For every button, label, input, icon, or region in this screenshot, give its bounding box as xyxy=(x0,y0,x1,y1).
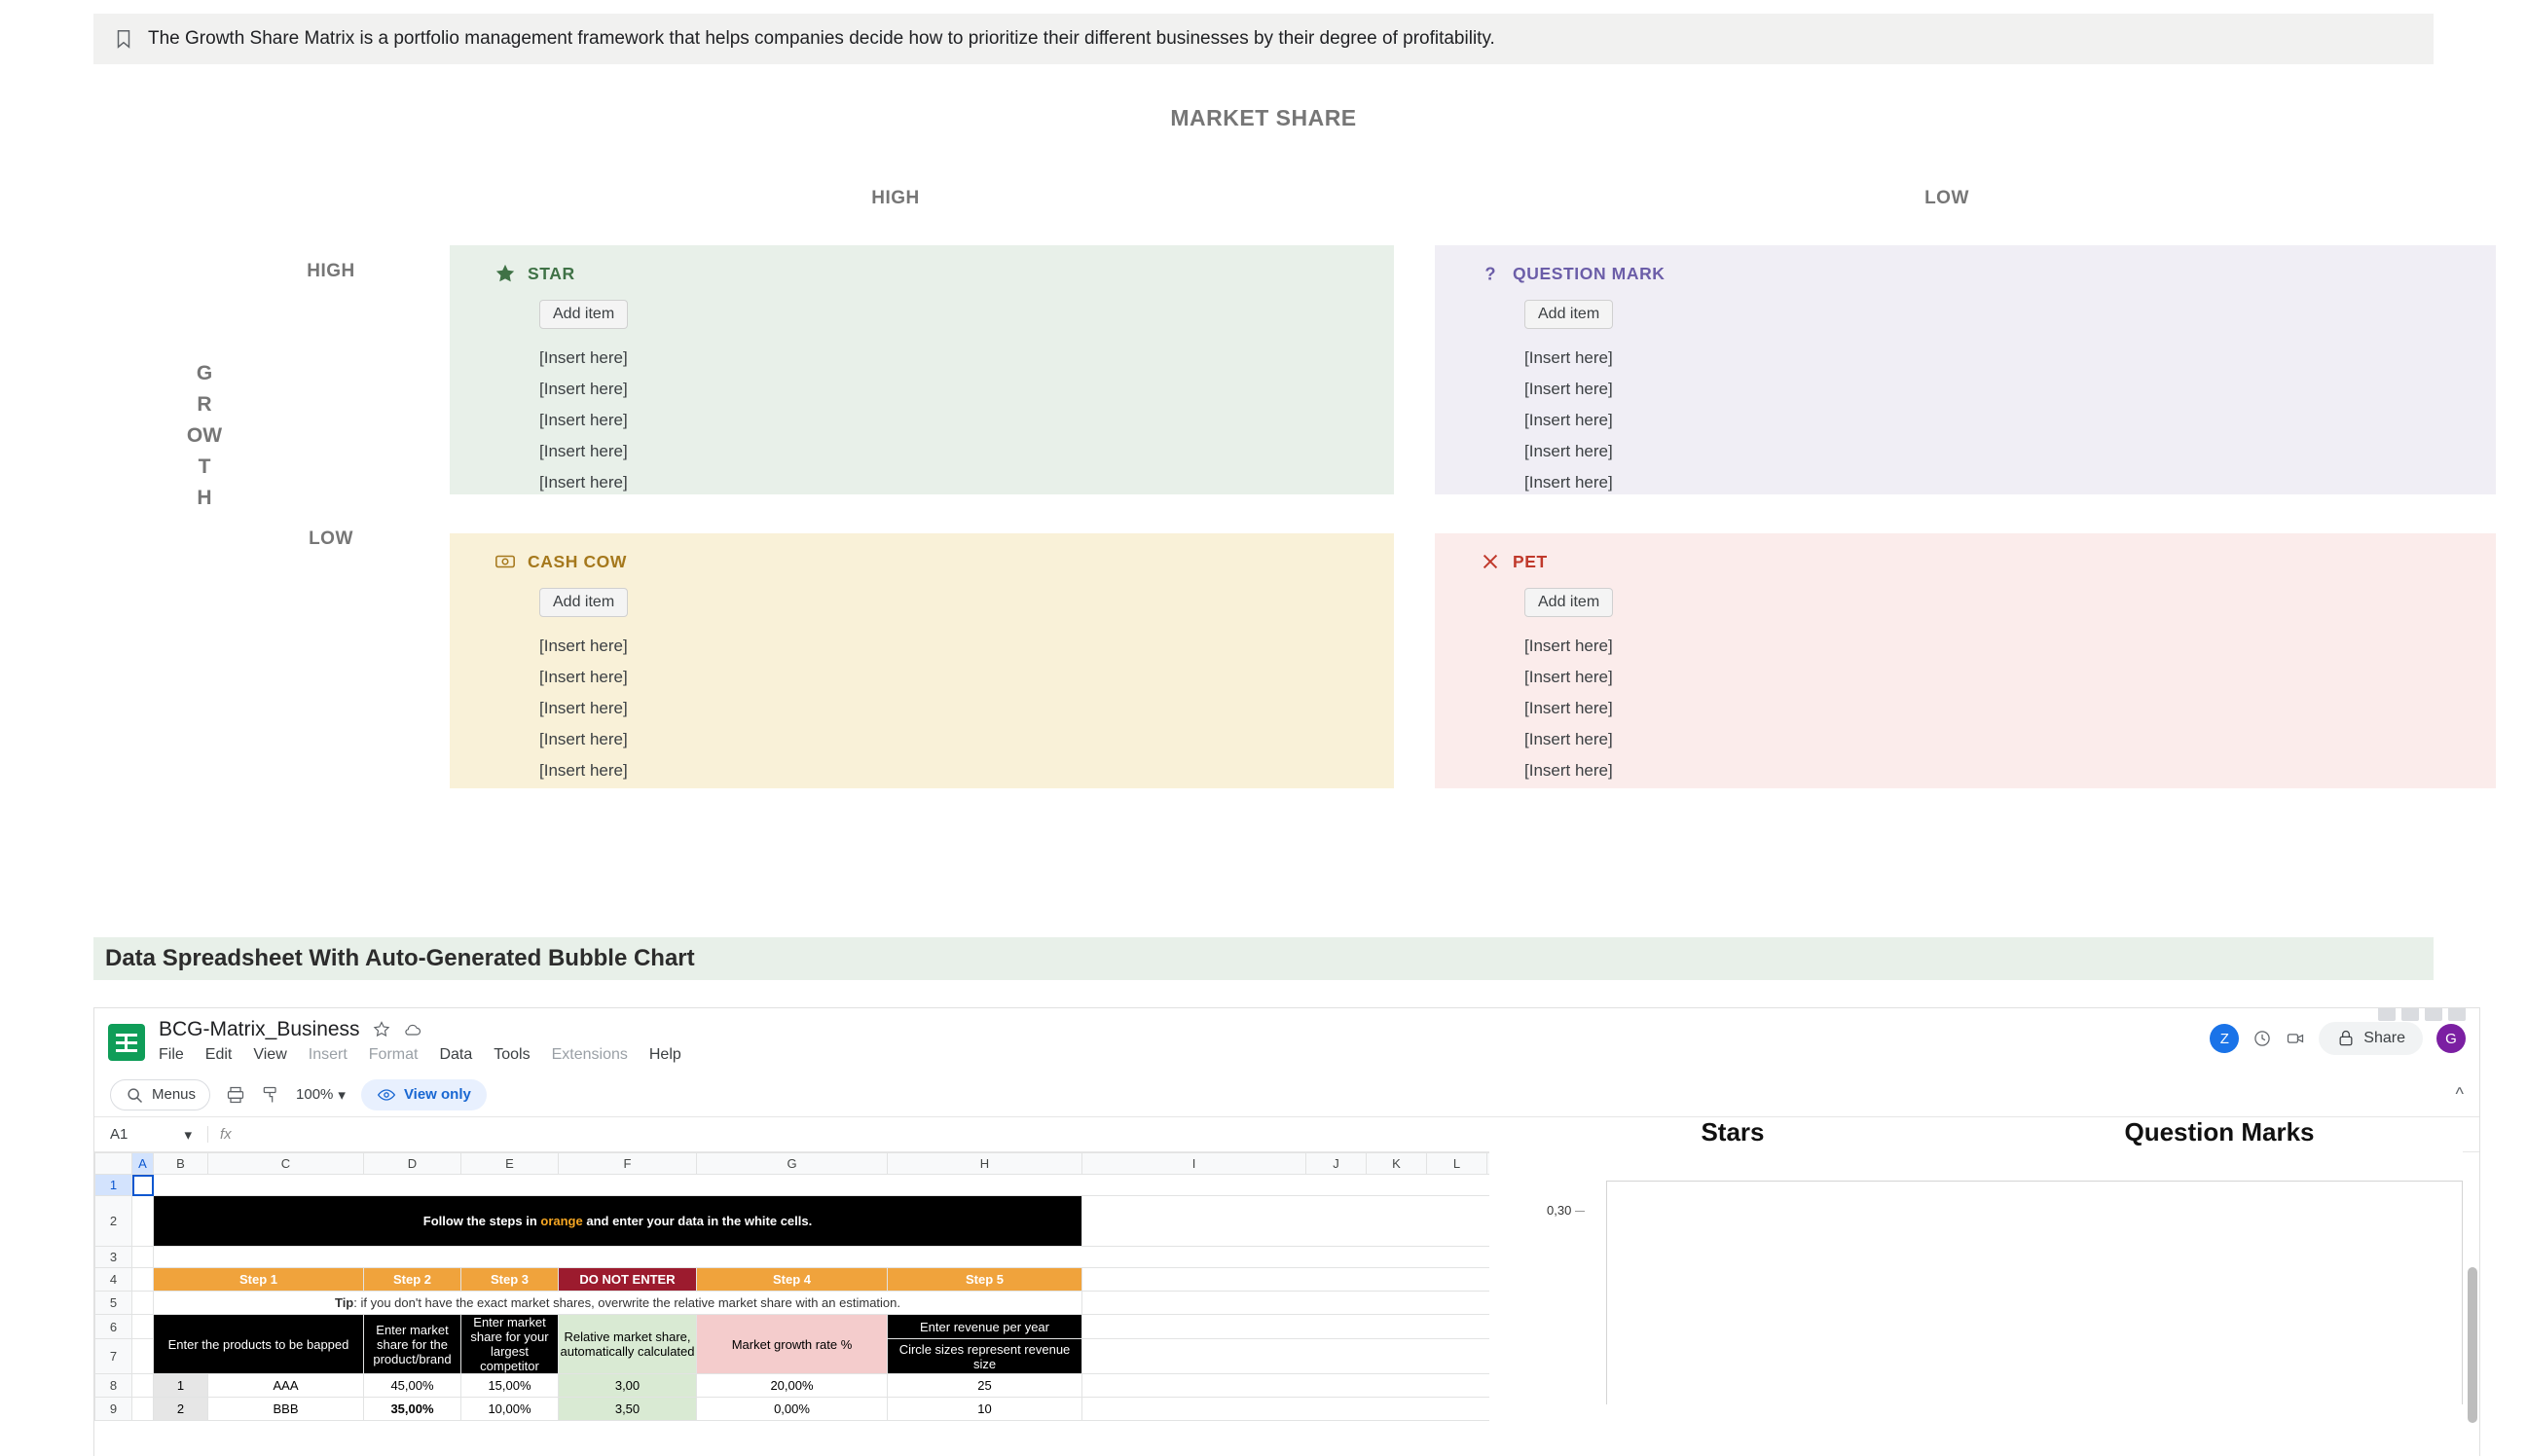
pet-add-item-button[interactable]: Add item xyxy=(1524,588,1613,617)
quadrant-pet-title: PET xyxy=(1513,551,1548,571)
list-item[interactable]: [Insert here] xyxy=(1524,473,1613,491)
instruction-banner xyxy=(154,1196,1082,1247)
list-item[interactable]: [Insert here] xyxy=(1524,668,1613,686)
version-history-icon[interactable] xyxy=(2252,1029,2272,1048)
cell-a2[interactable] xyxy=(132,1196,154,1247)
chevron-down-icon: ▾ xyxy=(338,1086,346,1104)
list-item[interactable]: [Insert here] xyxy=(1524,442,1613,460)
menu-edit[interactable]: Edit xyxy=(204,1046,233,1063)
info-banner-text: The Growth Share Matrix is a portfolio management framework that helps companies decide how to prioritize their different businesses by their degree of profitability. xyxy=(148,28,1495,49)
cell-a6[interactable] xyxy=(132,1315,154,1339)
avatar[interactable]: G xyxy=(2436,1024,2466,1053)
name-box-value: A1 xyxy=(110,1126,128,1143)
header-market-share: Enter market share for the product/brand xyxy=(364,1315,461,1374)
list-item[interactable]: [Insert here] xyxy=(1524,637,1613,655)
list-item[interactable]: [Insert here] xyxy=(1524,411,1613,429)
column-header-g[interactable]: G xyxy=(697,1153,888,1175)
row-header[interactable]: 7 xyxy=(95,1339,132,1374)
zoom-value: 100% xyxy=(296,1086,334,1103)
step-2-cell: Step 2 xyxy=(364,1268,461,1292)
quadrant-cash-cow-header xyxy=(494,551,1349,572)
menu-help[interactable]: Help xyxy=(648,1046,681,1063)
list-item[interactable]: [Insert here] xyxy=(539,348,628,367)
cell-a4[interactable] xyxy=(132,1268,154,1292)
sheets-logo-icon xyxy=(108,1024,145,1061)
chevron-down-icon: ▾ xyxy=(184,1126,192,1144)
cell-a8[interactable] xyxy=(132,1374,154,1398)
sheets-menubar xyxy=(159,1046,2466,1064)
column-header-d[interactable]: D xyxy=(364,1153,461,1175)
cloud-saved-icon[interactable] xyxy=(403,1020,422,1039)
view-only-label: View only xyxy=(403,1086,471,1103)
expand-icon[interactable] xyxy=(2425,1007,2442,1021)
column-header-a[interactable]: A xyxy=(132,1153,154,1175)
lock-icon xyxy=(2336,1029,2356,1048)
tip-cell xyxy=(154,1292,1082,1315)
chevron-up-icon[interactable]: ^ xyxy=(2455,1084,2464,1104)
cell-market-share[interactable]: 35,00% xyxy=(364,1398,461,1421)
step-1-cell: Step 1 xyxy=(154,1268,364,1292)
row-header[interactable]: 1 xyxy=(95,1175,132,1196)
share-button[interactable] xyxy=(2319,1022,2423,1055)
cell-revenue[interactable]: 25 xyxy=(888,1374,1082,1398)
meet-camera-icon[interactable] xyxy=(2286,1029,2305,1048)
cell-market-share[interactable]: 45,00% xyxy=(364,1374,461,1398)
cell-competitor-share[interactable]: 10,00% xyxy=(461,1398,559,1421)
list-item[interactable]: [Insert here] xyxy=(539,730,628,748)
cell-relative-share[interactable]: 3,00 xyxy=(559,1374,697,1398)
close-x-icon xyxy=(1480,551,1501,572)
sheets-title-area xyxy=(159,1018,2466,1064)
column-header-l[interactable]: L xyxy=(1427,1153,1487,1175)
menu-data[interactable]: Data xyxy=(439,1046,473,1063)
pet-item-list xyxy=(1524,631,2451,786)
header-growth-rate: Market growth rate % xyxy=(697,1315,888,1374)
question-mark-item-list xyxy=(1524,343,2451,498)
growth-low-label: LOW xyxy=(309,528,353,549)
cell-a3[interactable] xyxy=(132,1247,154,1268)
question-mark-icon xyxy=(1480,263,1501,284)
section-header xyxy=(93,937,2434,980)
minimize-icon[interactable] xyxy=(2401,1007,2419,1021)
menu-view[interactable]: View xyxy=(253,1046,287,1063)
quadrant-pet xyxy=(1435,533,2496,788)
list-item[interactable]: [Insert here] xyxy=(1524,699,1613,717)
tip-text: : if you don't have the exact market shares, overwrite the relative market share with an estimation. xyxy=(353,1295,900,1310)
row-header[interactable]: 8 xyxy=(95,1374,132,1398)
market-share-low-label: LOW xyxy=(1924,188,1969,208)
step-4-cell: Step 4 xyxy=(697,1268,888,1292)
quadrant-question-mark xyxy=(1435,245,2496,494)
cell-a1[interactable] xyxy=(132,1175,154,1196)
chart-y-tick-label: 0,30 xyxy=(1547,1203,1572,1218)
column-header-f[interactable]: F xyxy=(559,1153,697,1175)
svg-text:?: ? xyxy=(1484,263,1496,284)
step-5-cell: Step 5 xyxy=(888,1268,1082,1292)
header-revenue-sub: Circle sizes represent revenue size xyxy=(888,1339,1082,1374)
menu-tools[interactable]: Tools xyxy=(494,1046,531,1063)
menu-format[interactable]: Format xyxy=(368,1046,419,1063)
cell-product[interactable]: AAA xyxy=(208,1374,364,1398)
quadrant-question-mark-title: QUESTION MARK xyxy=(1513,263,1666,283)
money-icon xyxy=(494,551,516,572)
paint-format-icon[interactable] xyxy=(261,1085,280,1105)
cell-competitor-share[interactable]: 15,00% xyxy=(461,1374,559,1398)
fx-icon: fx xyxy=(207,1126,232,1143)
quadrant-cash-cow-title: CASH COW xyxy=(528,551,628,571)
list-item[interactable]: [Insert here] xyxy=(1524,761,1613,780)
cash-cow-item-list xyxy=(539,631,1349,786)
list-item[interactable]: [Insert here] xyxy=(539,699,628,717)
quadrant-cash-cow xyxy=(450,533,1394,788)
vertical-scrollbar[interactable] xyxy=(2468,1267,2477,1423)
growth-axis-label: G R OW T H xyxy=(186,362,223,509)
corner-cell[interactable] xyxy=(95,1153,132,1175)
star-outline-icon[interactable] xyxy=(372,1020,391,1039)
list-item[interactable]: [Insert here] xyxy=(539,668,628,686)
quadrant-pet-header xyxy=(1480,551,2451,572)
menu-extensions[interactable]: Extensions xyxy=(551,1046,628,1063)
cell-product[interactable]: BBB xyxy=(208,1398,364,1421)
row-header[interactable]: 9 xyxy=(95,1398,132,1421)
column-header-j[interactable]: J xyxy=(1306,1153,1367,1175)
chart-panel-stars: Stars xyxy=(1701,1117,1765,1147)
instruction-highlight: orange xyxy=(540,1214,583,1228)
window-controls xyxy=(2378,1007,2466,1021)
list-item[interactable]: [Insert here] xyxy=(539,637,628,655)
quadrant-star-header xyxy=(494,263,1349,284)
cell-relative-share[interactable]: 3,50 xyxy=(559,1398,697,1421)
cell-a5[interactable] xyxy=(132,1292,154,1315)
column-header-b[interactable]: B xyxy=(154,1153,208,1175)
document-title[interactable]: BCG-Matrix_Business xyxy=(159,1018,360,1040)
column-header-i[interactable]: I xyxy=(1082,1153,1306,1175)
print-icon[interactable] xyxy=(226,1085,245,1105)
header-relative-share: Relative market share, automatically calculated xyxy=(559,1315,697,1374)
row-header[interactable]: 2 xyxy=(95,1196,132,1247)
column-header-e[interactable]: E xyxy=(461,1153,559,1175)
comment-icon[interactable] xyxy=(2378,1007,2396,1021)
list-item[interactable]: [Insert here] xyxy=(1524,348,1613,367)
avatar[interactable]: Z xyxy=(2210,1024,2239,1053)
list-item[interactable]: [Insert here] xyxy=(1524,730,1613,748)
search-icon xyxy=(125,1085,144,1105)
header-revenue: Enter revenue per year xyxy=(888,1315,1082,1339)
list-item[interactable]: [Insert here] xyxy=(539,442,628,460)
bookmark-icon xyxy=(113,28,134,50)
question-mark-add-item-button[interactable]: Add item xyxy=(1524,300,1613,329)
row-header[interactable]: 5 xyxy=(95,1292,132,1315)
sheets-account-area xyxy=(2210,1022,2466,1055)
bubble-chart xyxy=(1489,1117,2463,1448)
star-add-item-button[interactable]: Add item xyxy=(539,300,628,329)
cash-cow-add-item-button[interactable]: Add item xyxy=(539,588,628,617)
menu-insert[interactable]: Insert xyxy=(308,1046,348,1063)
chart-plot-area xyxy=(1547,1181,2463,1404)
step-3-cell: Step 3 xyxy=(461,1268,559,1292)
cell-growth-rate[interactable]: 0,00% xyxy=(697,1398,888,1421)
header-competitor-share: Enter market share for your largest competitor xyxy=(461,1315,559,1374)
star-icon xyxy=(494,263,516,284)
list-item[interactable]: [Insert here] xyxy=(539,473,628,491)
column-header-h[interactable]: H xyxy=(888,1153,1082,1175)
instruction-suffix: and enter your data in the white cells. xyxy=(582,1214,813,1228)
list-item[interactable]: [Insert here] xyxy=(1524,380,1613,398)
header-products: Enter the products to be bapped xyxy=(154,1315,364,1374)
do-not-enter-cell: DO NOT ENTER xyxy=(559,1268,697,1292)
name-box[interactable] xyxy=(104,1126,198,1144)
view-only-badge[interactable] xyxy=(361,1079,487,1110)
sheets-toolbar xyxy=(94,1073,2479,1117)
cell-revenue[interactable]: 10 xyxy=(888,1398,1082,1421)
cell-a7[interactable] xyxy=(132,1339,154,1374)
chart-panel-titles xyxy=(1489,1117,2463,1147)
column-header-k[interactable]: K xyxy=(1367,1153,1427,1175)
quadrant-star xyxy=(450,245,1394,494)
list-item[interactable]: [Insert here] xyxy=(539,380,628,398)
cell-a9[interactable] xyxy=(132,1398,154,1421)
growth-high-label: HIGH xyxy=(307,261,355,281)
sheets-titlebar xyxy=(94,1008,2479,1073)
menu-file[interactable]: File xyxy=(159,1046,184,1063)
chart-panel-question-marks: Question Marks xyxy=(2124,1117,2315,1147)
row-header[interactable]: 6 xyxy=(95,1315,132,1339)
row-index[interactable]: 1 xyxy=(154,1374,208,1398)
market-share-high-label: HIGH xyxy=(871,188,920,208)
section-title: Data Spreadsheet With Auto-Generated Bubble Chart xyxy=(105,945,695,971)
row-header[interactable]: 4 xyxy=(95,1268,132,1292)
zoom-selector[interactable] xyxy=(296,1086,346,1104)
share-label: Share xyxy=(2363,1030,2405,1046)
menus-label: Menus xyxy=(152,1086,197,1103)
star-item-list xyxy=(539,343,1349,498)
more-options-icon[interactable] xyxy=(2448,1007,2466,1021)
column-header-c[interactable]: C xyxy=(208,1153,364,1175)
market-share-axis-label: MARKET SHARE xyxy=(1170,105,1357,130)
quadrant-star-title: STAR xyxy=(528,263,575,283)
tip-label: Tip xyxy=(334,1295,354,1310)
instruction-prefix: Follow the steps in xyxy=(422,1214,541,1228)
row-header[interactable]: 3 xyxy=(95,1247,132,1268)
quadrant-question-mark-header xyxy=(1480,263,2451,284)
menus-button[interactable] xyxy=(110,1079,210,1110)
eye-icon xyxy=(377,1085,396,1105)
list-item[interactable]: [Insert here] xyxy=(539,761,628,780)
row-index[interactable]: 2 xyxy=(154,1398,208,1421)
cell-growth-rate[interactable]: 20,00% xyxy=(697,1374,888,1398)
list-item[interactable]: [Insert here] xyxy=(539,411,628,429)
info-banner xyxy=(93,14,2434,64)
